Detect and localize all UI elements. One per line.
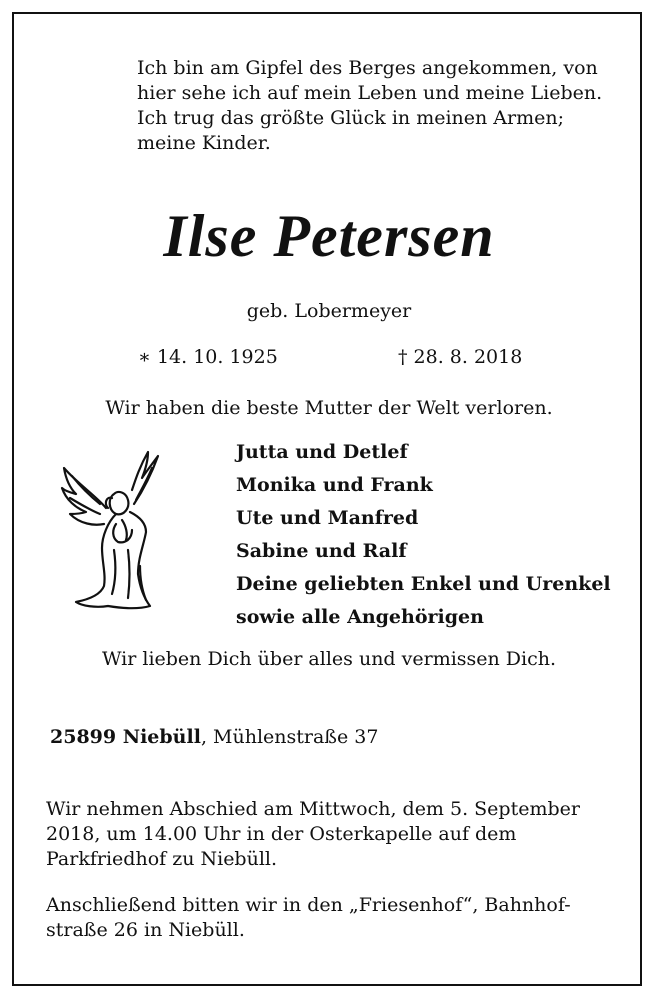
quote-line: meine Kinder. (137, 132, 271, 154)
birth-date: ∗ 14. 10. 1925 (138, 346, 278, 368)
closing-line: Wir lieben Dich über alles und vermissen Dich. (101, 648, 557, 670)
mourners-list (236, 436, 611, 634)
reception-line: Anschließend bitten wir in den „Friesenhof“, Bahnhof- (46, 894, 571, 916)
list-item: Ute und Manfred (236, 507, 419, 529)
service-info (46, 797, 612, 872)
opening-quote (137, 56, 615, 156)
quote-line: Ich bin am Gipfel des Berges angekommen, von (137, 57, 598, 79)
deceased-name: Ilse Petersen (163, 203, 495, 269)
quote-line: Ich trug das größte Glück in meinen Armen; (137, 107, 564, 129)
quote-line: hier sehe ich auf mein Leben und meine Lieben. (137, 82, 603, 104)
address-street: , Mühlenstraße 37 (200, 726, 379, 748)
service-line: Wir nehmen Abschied am Mittwoch, dem 5. September (46, 798, 580, 820)
birth-name: geb. Lobermeyer (246, 300, 412, 322)
list-item: Sabine und Ralf (236, 540, 407, 562)
list-item: Deine geliebten Enkel und Urenkel (236, 573, 611, 595)
tagline: Wir haben die beste Mutter der Welt verloren. (105, 397, 553, 419)
angel-icon (56, 438, 166, 628)
list-item: sowie alle Angehörigen (236, 606, 484, 628)
service-line: 2018, um 14.00 Uhr in der Osterkapelle auf dem (46, 823, 517, 845)
address-city: 25899 Niebüll (50, 726, 201, 748)
reception-line: straße 26 in Niebüll. (46, 919, 245, 941)
reception-info (46, 893, 612, 943)
death-date: † 28. 8. 2018 (398, 346, 523, 368)
list-item: Jutta und Detlef (236, 441, 408, 463)
list-item: Monika und Frank (236, 474, 433, 496)
service-line: Parkfriedhof zu Niebüll. (46, 848, 278, 870)
mourning-address (50, 726, 378, 748)
